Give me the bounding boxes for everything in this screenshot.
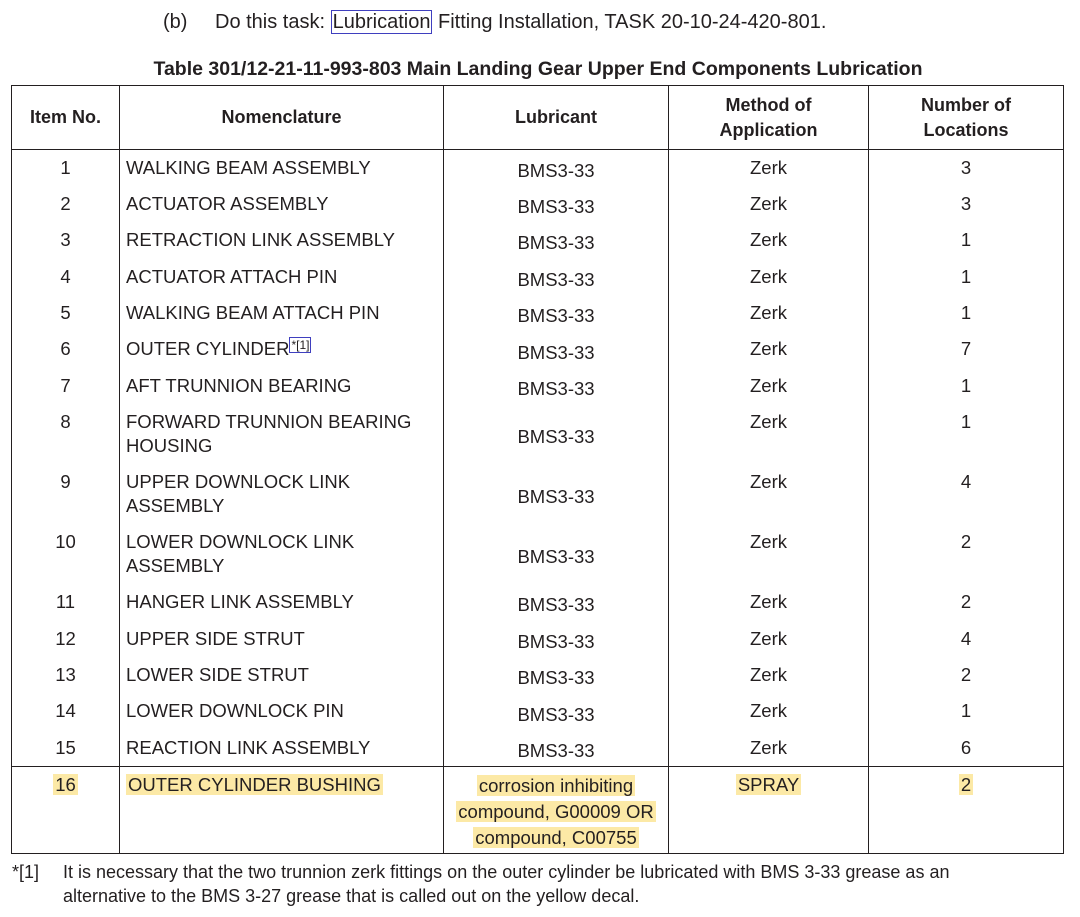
nomenclature-cell [120, 331, 444, 367]
method-text: Zerk [750, 157, 787, 178]
nomenclature-cell [120, 404, 444, 464]
item-number-cell [12, 259, 120, 295]
method-text: Zerk [750, 736, 787, 758]
nomenclature-text: HANGER LINK ASSEMBLY [126, 591, 354, 613]
method-cell [669, 150, 869, 186]
locations-cell [869, 295, 1064, 331]
locations-cell [869, 222, 1064, 258]
item-number: 13 [55, 664, 76, 686]
lubricant-text: BMS3-33 [517, 232, 595, 254]
item-number-cell [12, 150, 120, 186]
item-number-cell [12, 621, 120, 657]
nomenclature-text: WALKING BEAM ATTACH PIN [126, 302, 380, 324]
locations-cell [869, 186, 1064, 222]
locations-count: 2 [960, 531, 972, 553]
method-cell [669, 524, 869, 584]
nomenclature-text: RETRACTION LINK ASSEMBLY [126, 229, 395, 251]
lubricant-text: BMS3-33 [517, 594, 595, 616]
method-text: Zerk [750, 411, 787, 433]
method-text: Zerk [750, 338, 787, 360]
nomenclature-text: REACTION LINK ASSEMBLY [126, 736, 371, 758]
locations-count: 1 [960, 302, 972, 324]
header-number-line1: Number of [921, 94, 1011, 115]
lubricant-text: BMS3-33 [517, 305, 595, 327]
nomenclature-text-line2: ASSEMBLY [126, 555, 225, 577]
table-row [12, 404, 1064, 464]
method-cell [669, 766, 869, 853]
lubricant-cell [444, 464, 669, 524]
nomenclature-cell [120, 186, 444, 222]
nomenclature-text: AFT TRUNNION BEARING [126, 374, 352, 396]
item-number-cell [12, 766, 120, 853]
item-number: 11 [55, 591, 76, 613]
nomenclature-cell [120, 295, 444, 331]
item-number: 16 [55, 773, 76, 795]
nomenclature-text: OUTER CYLINDER BUSHING [128, 773, 381, 795]
nomenclature-text: UPPER SIDE STRUT [126, 627, 305, 649]
item-number: 14 [55, 700, 76, 722]
lubricant-text: BMS3-33 [517, 667, 595, 689]
method-cell [669, 693, 869, 729]
nomenclature-text-line2: HOUSING [126, 435, 213, 457]
locations-cell [869, 693, 1064, 729]
locations-count: 1 [960, 374, 972, 396]
table-row [12, 464, 1064, 524]
method-cell [669, 186, 869, 222]
item-number: 4 [60, 265, 71, 287]
table-row [12, 621, 1064, 657]
header-method [669, 86, 869, 150]
locations-count: 7 [960, 338, 972, 360]
locations-count: 2 [960, 773, 972, 795]
item-number-cell [12, 368, 120, 404]
item-number-cell [12, 222, 120, 258]
locations-cell [869, 331, 1064, 367]
nomenclature-text-line2: ASSEMBLY [126, 495, 225, 517]
lubricant-cell [444, 295, 669, 331]
lubricant-cell [444, 404, 669, 464]
table-row [12, 730, 1064, 766]
item-number-cell [12, 730, 120, 766]
lubricant-cell [444, 150, 669, 186]
lubricant-cell [444, 186, 669, 222]
table-row [12, 584, 1064, 620]
lubricant-cell [444, 331, 669, 367]
lubricant-cell [444, 368, 669, 404]
item-number: 5 [60, 302, 71, 324]
nomenclature-cell [120, 259, 444, 295]
lubricant-text: BMS3-33 [517, 486, 595, 508]
item-number: 12 [55, 627, 76, 649]
item-number: 9 [60, 471, 71, 493]
table-header-row [12, 86, 1064, 150]
nomenclature-cell [120, 150, 444, 186]
locations-cell [869, 368, 1064, 404]
locations-count: 3 [960, 192, 972, 214]
lubricant-cell [444, 259, 669, 295]
nomenclature-text: ACTUATOR ASSEMBLY [126, 192, 329, 214]
method-cell [669, 657, 869, 693]
item-number: 1 [60, 157, 71, 178]
method-text: Zerk [750, 229, 787, 251]
task-step [163, 9, 826, 35]
lubricant-cell [444, 584, 669, 620]
nomenclature-cell [120, 368, 444, 404]
lubricant-cell [444, 621, 669, 657]
locations-cell [869, 584, 1064, 620]
locations-cell [869, 524, 1064, 584]
nomenclature-cell [120, 693, 444, 729]
method-text: Zerk [750, 700, 787, 722]
item-number-cell [12, 693, 120, 729]
item-number: 6 [60, 338, 71, 360]
lubricant-text: BMS3-33 [517, 341, 595, 363]
item-number-cell [12, 404, 120, 464]
locations-cell [869, 404, 1064, 464]
locations-cell [869, 657, 1064, 693]
method-text: Zerk [750, 265, 787, 287]
footnote-line2: alternative to the BMS 3-27 grease that is called out on the yellow decal. [63, 886, 640, 906]
method-cell [669, 259, 869, 295]
lubricant-text: BMS3-33 [517, 739, 595, 761]
header-nomenclature: Nomenclature [120, 86, 444, 150]
item-number: 3 [60, 229, 71, 251]
method-cell [669, 331, 869, 367]
method-text: Zerk [750, 591, 787, 613]
table-row [12, 150, 1064, 186]
table-row [12, 295, 1064, 331]
method-text: SPRAY [737, 773, 800, 795]
nomenclature-cell [120, 222, 444, 258]
item-number-cell [12, 657, 120, 693]
method-text: Zerk [750, 531, 787, 553]
nomenclature-text: LOWER DOWNLOCK LINK [126, 531, 355, 553]
locations-count: 2 [960, 664, 972, 686]
nomenclature-cell [120, 464, 444, 524]
lubrication-table [11, 85, 1064, 854]
header-lubricant: Lubricant [444, 86, 669, 150]
method-cell [669, 222, 869, 258]
nomenclature-text: UPPER DOWNLOCK LINK [126, 471, 351, 493]
method-cell [669, 621, 869, 657]
table-row [12, 259, 1064, 295]
table-row [12, 524, 1064, 584]
item-number-cell [12, 584, 120, 620]
lubricant-text: BMS3-33 [517, 378, 595, 400]
footnote-ref-link[interactable]: *[1] [291, 338, 310, 353]
footnote-mark: *[1] [12, 862, 40, 882]
item-number: 7 [60, 374, 71, 396]
nomenclature-text: ACTUATOR ATTACH PIN [126, 265, 338, 287]
table-row [12, 368, 1064, 404]
locations-cell [869, 621, 1064, 657]
item-number-cell [12, 186, 120, 222]
step-prefix: Do this task: [215, 11, 326, 33]
table-row [12, 766, 1064, 853]
header-number-line2: Locations [923, 119, 1009, 140]
header-method-line1: Method of [725, 94, 812, 115]
locations-count: 1 [960, 411, 972, 433]
table-row [12, 693, 1064, 729]
locations-count: 3 [960, 157, 972, 178]
footnote-line1: It is necessary that the two trunnion zerk fittings on the outer cylinder be lubricated with BMS 3-33 grease as an [63, 862, 950, 882]
lubricant-text: BMS3-33 [517, 546, 595, 568]
method-cell [669, 730, 869, 766]
item-number: 8 [60, 411, 71, 433]
locations-count: 1 [960, 265, 972, 287]
table-row [12, 186, 1064, 222]
step-suffix: Fitting Installation, TASK 20-10-24-420-801. [438, 11, 827, 33]
method-text: Zerk [750, 627, 787, 649]
step-label: (b) [163, 11, 188, 33]
nomenclature-cell [120, 766, 444, 853]
nomenclature-cell [120, 524, 444, 584]
table-row [12, 222, 1064, 258]
item-number: 15 [55, 736, 76, 758]
lubricant-cell [444, 222, 669, 258]
locations-cell [869, 766, 1064, 853]
item-number-cell [12, 464, 120, 524]
nomenclature-text: LOWER SIDE STRUT [126, 664, 309, 686]
locations-count: 4 [960, 471, 972, 493]
method-text: Zerk [750, 302, 787, 324]
method-cell [669, 464, 869, 524]
item-number: 10 [55, 531, 76, 553]
lubricant-text-line2: compound, G00009 OR [458, 800, 654, 822]
lubricant-cell [444, 657, 669, 693]
method-text: Zerk [750, 374, 787, 396]
lubricant-text: BMS3-33 [517, 196, 595, 218]
item-number-cell [12, 331, 120, 367]
nomenclature-cell [120, 621, 444, 657]
lubricant-text: BMS3-33 [517, 426, 595, 448]
method-cell [669, 404, 869, 464]
lubricant-cell [444, 730, 669, 766]
method-cell [669, 368, 869, 404]
table-row [12, 331, 1064, 367]
nomenclature-cell [120, 584, 444, 620]
lubricant-text: BMS3-33 [517, 159, 595, 181]
method-text: Zerk [750, 471, 787, 493]
item-number-cell [12, 524, 120, 584]
method-cell [669, 584, 869, 620]
nomenclature-text: LOWER DOWNLOCK PIN [126, 700, 344, 722]
header-number [869, 86, 1064, 150]
method-cell [669, 295, 869, 331]
locations-count: 2 [960, 591, 972, 613]
locations-count: 4 [960, 627, 972, 649]
locations-cell [869, 730, 1064, 766]
item-number: 2 [60, 192, 71, 214]
lubricant-text: BMS3-33 [517, 268, 595, 290]
nomenclature-text: WALKING BEAM ASSEMBLY [126, 157, 371, 178]
locations-cell [869, 259, 1064, 295]
item-number-cell [12, 295, 120, 331]
locations-count: 1 [960, 700, 972, 722]
locations-cell [869, 464, 1064, 524]
locations-count: 6 [960, 736, 972, 758]
lubricant-text: BMS3-33 [517, 630, 595, 652]
header-method-line2: Application [719, 119, 818, 140]
lubricant-cell [444, 693, 669, 729]
nomenclature-cell [120, 657, 444, 693]
lubricant-cell [444, 524, 669, 584]
lubricant-text-line3: compound, C00755 [475, 826, 637, 848]
method-text: Zerk [750, 192, 787, 214]
footnote-text [63, 860, 1063, 908]
nomenclature-cell [120, 730, 444, 766]
table-row [12, 657, 1064, 693]
lubrication-task-link[interactable]: Lubrication [332, 11, 431, 33]
lubricant-text: BMS3-33 [517, 703, 595, 725]
lubricant-cell [444, 766, 669, 853]
lubricant-text: corrosion inhibiting [478, 774, 634, 796]
locations-cell [869, 150, 1064, 186]
nomenclature-text: OUTER CYLINDER [126, 338, 290, 360]
locations-count: 1 [960, 229, 972, 251]
table-caption: Table 301/12-21-11-993-803 Main Landing Gear Upper End Components Lubrication [153, 58, 923, 80]
method-text: Zerk [750, 664, 787, 686]
nomenclature-text: FORWARD TRUNNION BEARING [126, 411, 412, 433]
header-item-no: Item No. [12, 86, 120, 150]
